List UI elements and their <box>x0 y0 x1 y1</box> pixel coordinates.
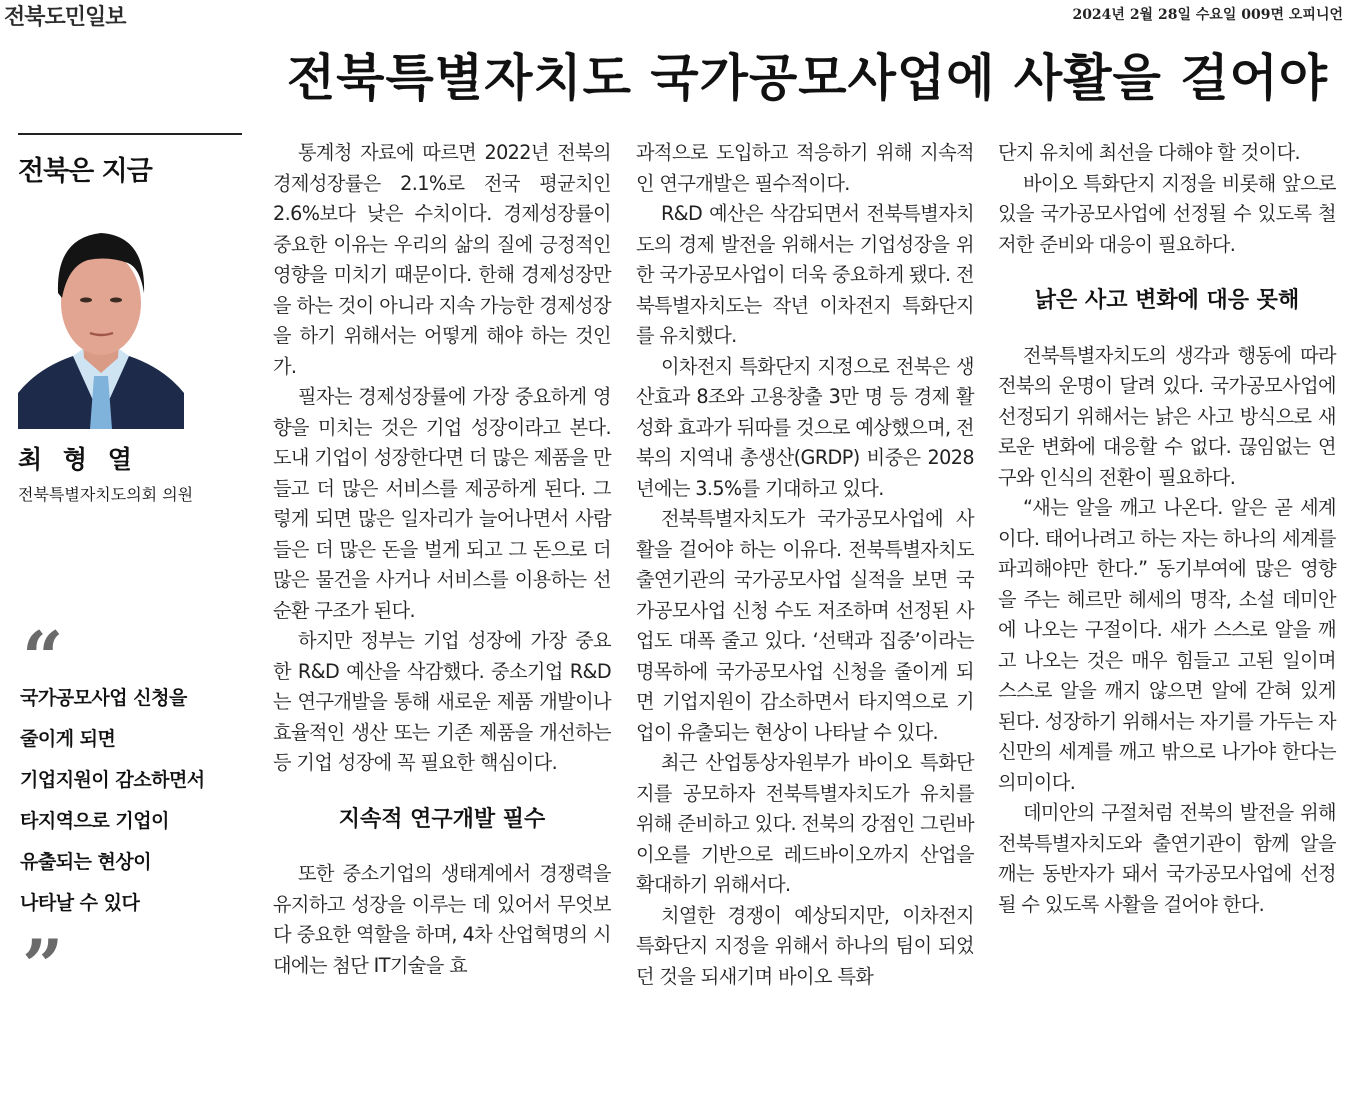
paragraph: 하지만 정부는 기업 성장에 가장 중요한 R&D 예산을 삭감했다. 중소기업 R&D는 연구개발을 통해 새로운 제품 개발이나 효율적인 생산 또는 기존 제품을 개선하는 등 기업 성장에 꼭 필요한 핵심이다. <box>273 629 611 774</box>
paragraph: 이차전지 특화단지 지정으로 전북은 생산효과 8조와 고용창출 3만 명 등 경제 활성화 효과가 뒤따를 것으로 예상했으며, 전북의 지역내 총생산(GRDP) 비중은 2028년에는 3.5%를 기대하고 있다. <box>636 354 974 500</box>
paragraph: 치열한 경쟁이 예상되지만, 이차전지 특화단지 지정을 위해서 하나의 팀이 되었던 것을 되새기며 바이오 특화 <box>636 903 974 988</box>
column-name: 전북은 지금 <box>18 156 152 187</box>
newspaper-masthead: 전북도민일보 <box>4 4 126 30</box>
subheading: 지속적 연구개발 필수 <box>338 806 546 832</box>
paragraph: 데미안의 구절처럼 전북의 발전을 위해 전북특별자치도와 출연기관이 함께 알을 깨는 동반자가 돼서 국가공모사업에 선정될 수 있도록 사활을 걸어야 한다. <box>998 801 1336 916</box>
paragraph: 전북특별자치도가 국가공모사업에 사활을 걸어야 하는 이유다. 전북특별자치도 출연기관의 국가공모사업 실적을 보면 국가공모사업 신청 수도 저조하며 선정된 사업도 대폭 줄고 있다. ‘선택과 집중’이라는 명목하에 국가공모사업 신청을 줄이게 되면 기업지원이 감소하면서 타지역으로 기업이 유출되는 현상이 나타날 수 있다. <box>636 507 974 744</box>
author-title: 전북특별자치도의회 의원 <box>18 485 194 504</box>
paragraph: “새는 알을 깨고 나온다. 알은 곧 세계이다. 태어나려고 하는 자는 하나의 세계를 파괴해야만 한다.” 동기부여에 많은 영향을 주는 헤르만 헤세의 명작, 소설 데미안에 나오는 구절이다. 새가 스스로 알을 깨고 나오는 것은 매우 힘들고 고된 일이며 스스로 알을 깨지 않으면 알에 갇혀 있게 된다. 성장하기 위해서는 자기를 가두는 자신만의 세계를 깨고 밖으로 나가야 한다는 의미이다. <box>998 496 1336 794</box>
pull-quote <box>20 683 250 929</box>
paragraph: 필자는 경제성장률에 가장 중요하게 영향을 미치는 것은 기업 성장이라고 본다. 도내 기업이 성장한다면 더 많은 제품을 만들고 더 많은 서비스를 제공하게 된다. 그렇게 되면 많은 일자리가 늘어나면서 사람들은 더 많은 돈을 벌게 되고 그 돈으로 더 많은 물건을 사거나 서비스를 이용하는 선순환 구조가 된다. <box>273 385 611 622</box>
paragraph: 단지 유치에 최선을 다해야 할 것이다. <box>998 141 1301 164</box>
paragraph: 통계청 자료에 따르면 2022년 전북의 경제성장률은 2.1%로 전국 평균치인 2.6%보다 낮은 수치이다. 경제성장률이 중요한 이유는 우리의 삶의 질에 긍정적인 영향을 미치기 때문이다. 한해 경제성장만을 하는 것이 아니라 지속 가능한 경제성장을 하기 위해서는 어떻게 해야 하는 것인가. <box>273 141 611 378</box>
author-name: 최 형 열 <box>18 445 138 474</box>
article-column-2 <box>636 138 974 992</box>
paragraph: R&D 예산은 삭감되면서 전북특별자치도의 경제 발전을 위해서는 기업성장을 위한 국가공모사업이 더욱 중요하게 됐다. 전북특별자치도는 작년 이차전지 특화단지를 유치했다. <box>636 202 974 347</box>
pull-quote-line: 국가공모사업 신청을 <box>20 687 187 709</box>
pull-quote-line: 타지역으로 기업이 <box>20 810 169 832</box>
article-column-3 <box>998 138 1336 920</box>
pull-quote-line: 유출되는 현상이 <box>20 851 152 873</box>
author-portrait <box>18 208 184 429</box>
issue-dateline: 2024년 2월 28일 수요일 009면 오피니언 <box>1072 7 1343 23</box>
author-photo-icon <box>18 208 184 429</box>
subheading: 낡은 사고 변화에 대응 못해 <box>1034 288 1300 313</box>
paragraph: 과적으로 도입하고 적응하기 위해 지속적인 연구개발은 필수적이다. <box>636 141 974 195</box>
paragraph: 또한 중소기업의 생태계에서 경쟁력을 유지하고 성장을 이루는 데 있어서 무엇보다 중요한 역할을 하며, 4차 산업혁명의 시대에는 첨단 IT기술을 효 <box>273 862 611 977</box>
sidebar-rule <box>18 133 242 135</box>
column-sidebar <box>18 133 242 188</box>
article-headline: 전북특별자치도 국가공모사업에 사활을 걸어야 <box>286 49 1329 107</box>
pull-quote-line: 기업지원이 감소하면서 <box>20 769 205 791</box>
paragraph: 바이오 특화단지 지정을 비롯해 앞으로 있을 국가공모사업에 선정될 수 있도록 철저한 준비와 대응이 필요하다. <box>998 171 1336 256</box>
paragraph: 최근 산업통상자원부가 바이오 특화단지를 공모하자 전북특별자치도가 유치를 위해 준비하고 있다. 전북의 강점인 그린바이오를 기반으로 레드바이오까지 산업을 확대하기 위해서다. <box>636 751 974 896</box>
pull-quote-line: 나타날 수 있다 <box>20 892 140 914</box>
close-quote-icon: ” <box>22 923 64 1008</box>
article-column-1 <box>273 138 611 981</box>
pull-quote-line: 줄이게 되면 <box>20 728 116 750</box>
open-quote-icon: “ <box>22 615 64 700</box>
paragraph: 전북특별자치도의 생각과 행동에 따라 전북의 운명이 달려 있다. 국가공모사업에 선정되기 위해서는 낡은 사고 방식으로 새로운 변화에 대응할 수 없다. 끊임없는 연구와 인식의 전환이 필요하다. <box>998 343 1336 489</box>
